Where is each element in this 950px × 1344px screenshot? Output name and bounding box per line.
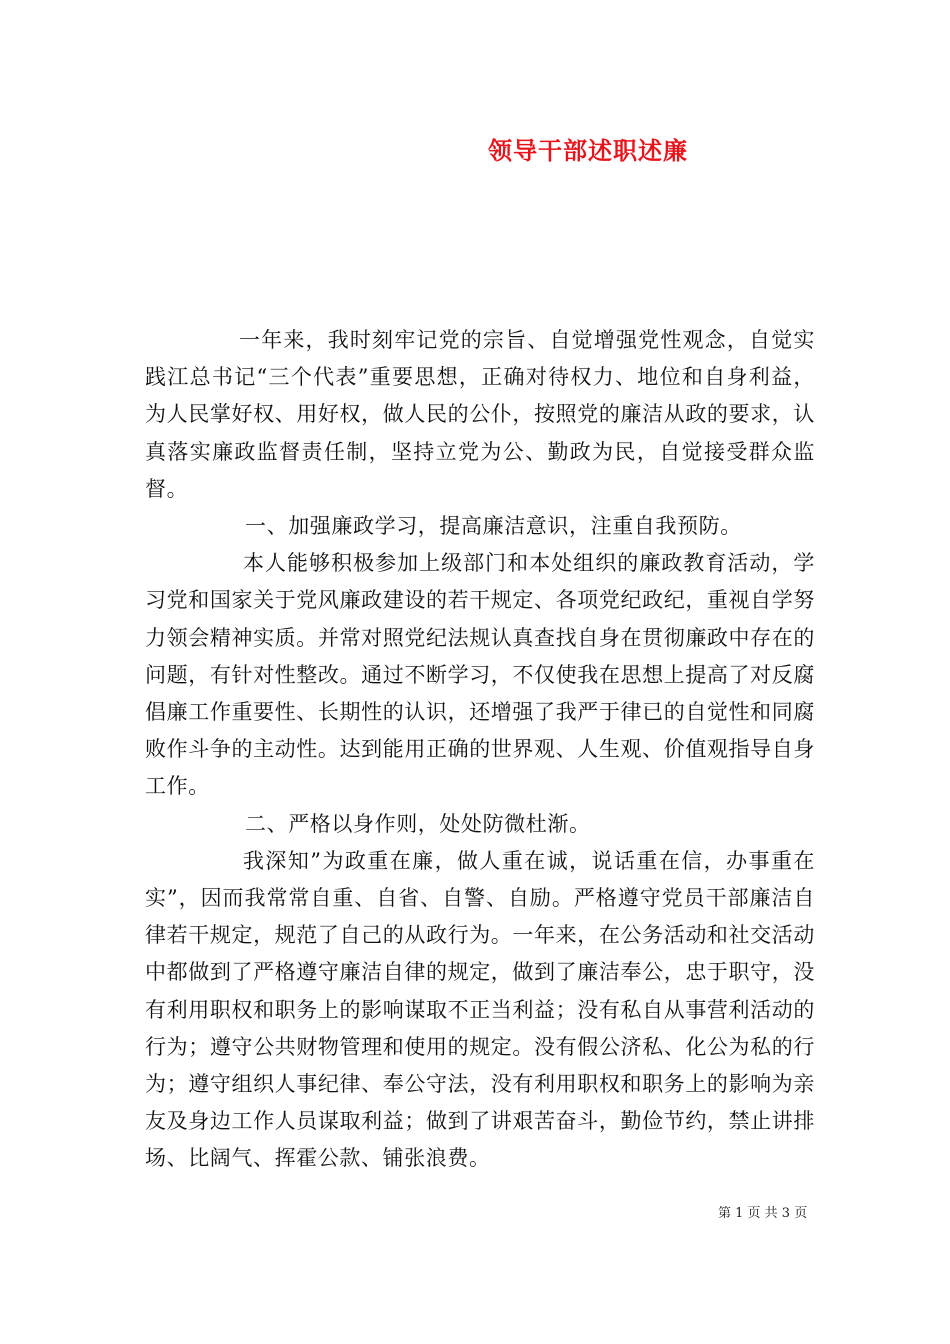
intro-paragraph: 一年来，我时刻牢记党的宗旨、自觉增强党性观念，自觉实践江总书记“三个代表”重要思想，正确对待权力、地位和自身利益，为人民掌好权、用好权，做人民的公仆，按照党的廉洁从政的要求，认真落实廉政监督责任制，坚持立党为公、勤政为民，自觉接受群众监督。 bbox=[145, 328, 815, 501]
section-heading-1: 一、加强廉政学习，提高廉洁意识，注重自我预防。 bbox=[245, 514, 742, 539]
document-title: 领导干部述职述廉 bbox=[488, 136, 688, 165]
section-heading-2: 二、严格以身作则，处处防微杜渐。 bbox=[245, 811, 591, 836]
document-body bbox=[145, 322, 815, 1178]
section-paragraph-1: 本人能够积极参加上级部门和本处组织的廉政教育活动，学习党和国家关于党风廉政建设的若干规定、各项党纪政纪，重视自学努力领会精神实质。并常对照党纪法规认真查找自身在贯彻廉政中存在的问题，有针对性整改。通过不断学习，不仅使我在思想上提高了对反腐倡廉工作重要性、长期性的认识，还增强了我严于律已的自觉性和同腐败作斗争的主动性。达到能用正确的世界观、人生观、价值观指导自身工作。 bbox=[145, 551, 815, 799]
page-number-footer: 第 1 页 共 3 页 bbox=[718, 1206, 808, 1221]
section-paragraph-2: 我深知”为政重在廉，做人重在诚，说话重在信，办事重在实”，因而我常常自重、自省、自警、自励。严格遵守党员干部廉洁自律若干规定，规范了自己的从政行为。一年来，在公务活动和社交活动中都做到了严格遵守廉洁自律的规定，做到了廉洁奉公，忠于职守，没有利用职权和职务上的影响谋取不正当利益；没有私自从事营利活动的行为；遵守公共财物管理和使用的规定。没有假公济私、化公为私的行为；遵守组织人事纪律、奉公守法，没有利用职权和职务上的影响为亲友及身边工作人员谋取利益；做到了讲艰苦奋斗，勤俭节约，禁止讲排场、比阔气、挥霍公款、铺张浪费。 bbox=[145, 848, 815, 1171]
